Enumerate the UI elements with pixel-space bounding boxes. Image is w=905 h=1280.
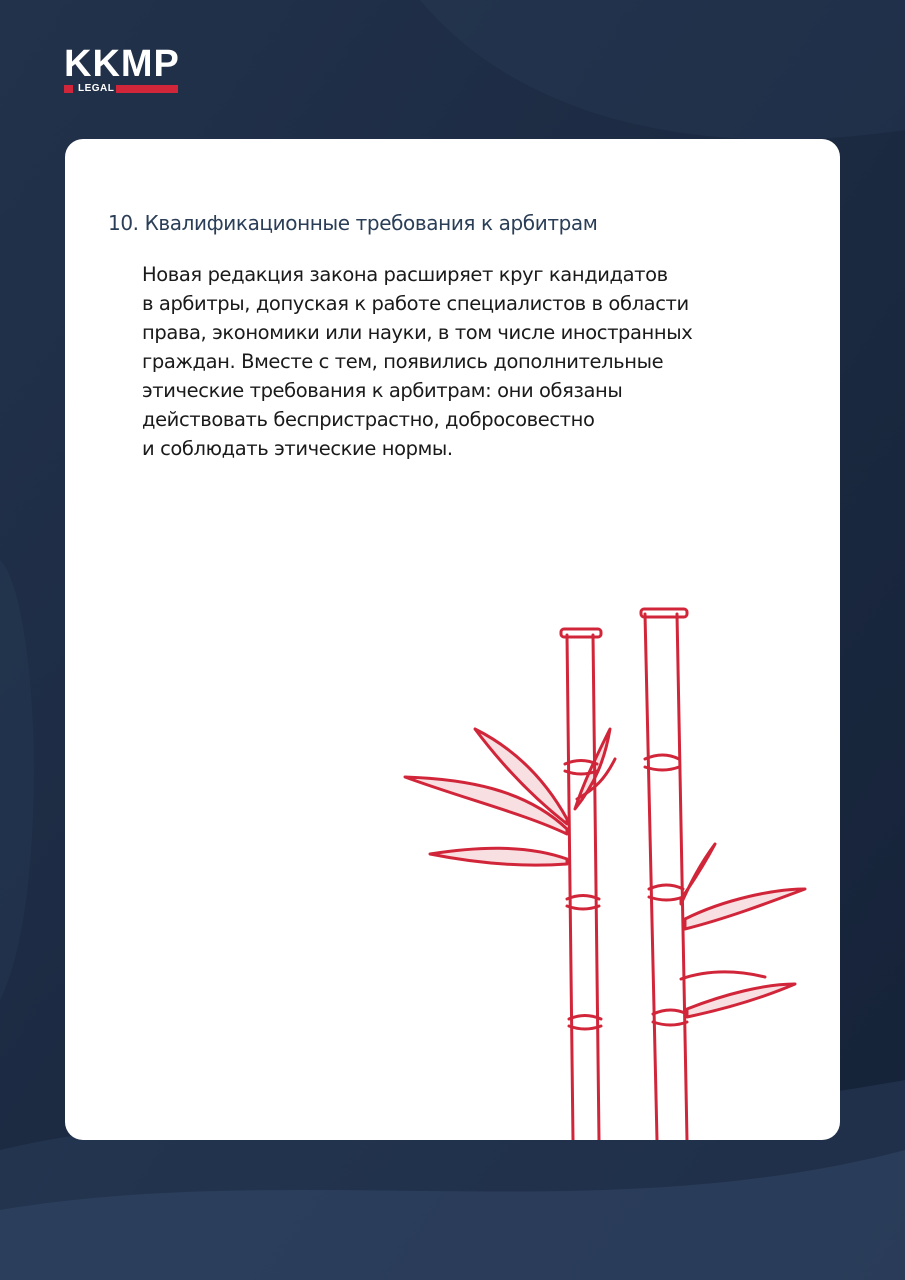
body-line: этические требования к арбитрам: они обязаны: [142, 379, 623, 402]
logo-red-square: [64, 85, 73, 93]
body-line: Новая редакция закона расширяет круг кандидатов: [142, 263, 668, 286]
body-line: граждан. Вместе с тем, появились дополнительные: [142, 350, 664, 373]
body-line: и соблюдать этические нормы.: [142, 437, 453, 460]
section-heading: 10. Квалификационные требования к арбитрам: [108, 211, 598, 235]
kkmp-logo: [64, 44, 180, 96]
content-card: [65, 139, 840, 1140]
logo-sub-label: LEGAL: [78, 83, 115, 94]
section-body: [142, 260, 782, 463]
bamboo-illustration: [395, 599, 840, 1140]
logo-wordmark: KKMP: [64, 43, 180, 85]
body-line: действовать беспристрастно, добросовестно: [142, 408, 595, 431]
body-line: в арбитры, допуская к работе специалистов в области: [142, 292, 689, 315]
logo-red-bar: [116, 85, 178, 93]
body-line: права, экономики или науки, в том числе иностранных: [142, 321, 693, 344]
